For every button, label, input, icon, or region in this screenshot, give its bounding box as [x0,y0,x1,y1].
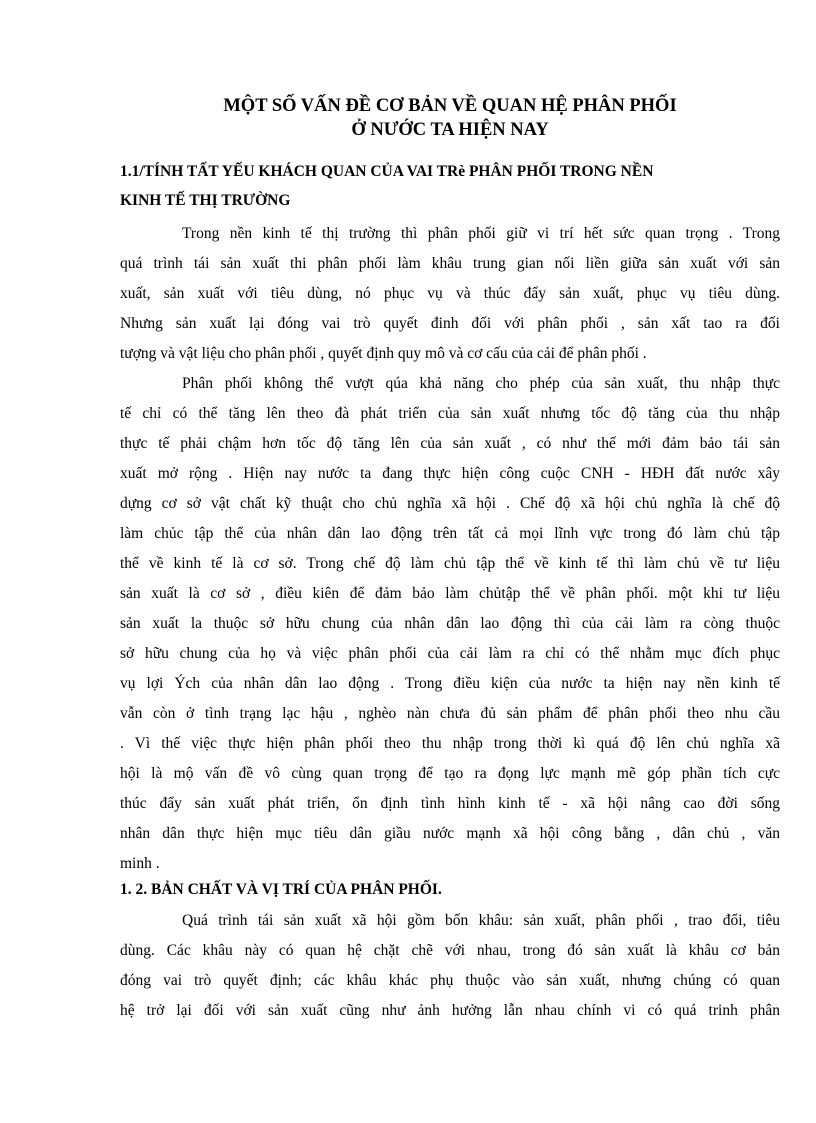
paragraph-line: vụ lợi Ých của nhân dân lao động . Trong điều kiện của nước ta hiện nay nền kinh tế [120,675,780,692]
section-1-heading-line-1: 1.1/TÍNH TẤT YẾU KHÁCH QUAN CỦA VAI TRè PHÂN PHỐI TRONG NỀN [120,163,654,180]
section-1-heading-line-2: KINH TẾ THỊ TRƯỜNG [120,192,291,209]
paragraph-line: . Vì thế việc thực hiện phân phối theo thu nhập trong thời kì quá độ lên chủ nghĩa xã [120,735,780,752]
paragraph-line: xuất, sản xuất với tiêu dùng, nó phục vụ và thúc đẩy sản xuất, phục vụ tiêu dùng. [120,285,780,302]
paragraph-line: hệ trở lại đối với sản xuất cũng như ảnh hưởng lẫn nhau chính vi có quá trinh phân [120,1002,780,1019]
paragraph-line: sở hữu chung của họ và việc phân phối của cải làm ra chỉ có thể nhằm mục đích phục [120,645,780,662]
paragraph-line: thể về kinh tế là cơ sở. Trong chế độ làm chủ tập thể về kinh tế thì làm chủ về tư liệu [120,555,780,572]
paragraph-line: thực tế phải chậm hơn tốc độ tăng lên của sản xuất , có như thế mới đảm bảo tái sản [120,435,780,452]
paragraph-line: tượng và vật liệu cho phân phối , quyết định quy mô và cơ cấu của cải để phân phối . [120,345,647,362]
paragraph-line: Trong nền kinh tế thị trường thì phân phối giữ vi trí hết sức quan trọng . Trong [182,225,780,242]
document-title-line-2: Ở NƯỚC TA HIỆN NAY [351,120,549,140]
paragraph-line: dùng. Các khâu này có quan hệ chặt chẽ với nhau, trong đó sản xuất là khâu cơ bản [120,942,780,959]
paragraph-line: sản xuất là cơ sở , điều kiên để đảm bảo làm chủtập thể về phân phối. một khi tư liệu [120,585,780,602]
paragraph-line: đóng vai trò quyết định; các khâu khác phụ thuộc vào sản xuất, nhưng chúng có quan [120,972,780,989]
paragraph-line: tế chỉ có thể tăng lên theo đà phát triển của sản xuất nhưng tốc độ tăng của thu nhập [120,405,780,422]
paragraph-line: hội là mộ vấn đề vô cùng quan trọng để tạo ra đọng lực mạnh mẽ góp phần tích cực [120,765,780,782]
paragraph-line: dựng cơ sở vật chất kỹ thuật cho chủ nghĩa xã hội . Chế độ xã hội chủ nghĩa là chế độ [120,495,780,512]
section-2-heading: 1. 2. BẢN CHẤT VÀ VỊ TRÍ CỦA PHÂN PHỐI. [120,881,442,898]
paragraph-line: Quá trình tái sản xuất xã hội gồm bốn khâu: sản xuất, phân phối , trao đổi, tiêu [182,912,780,929]
paragraph-line: thúc đẩy sản xuất phát triển, ổn định tình hình kinh tế - xã hội nâng cao đời sống [120,795,780,812]
document-title-line-1: MỘT SỐ VẤN ĐỀ CƠ BẢN VỀ QUAN HỆ PHÂN PHỐI [223,96,677,116]
paragraph-line: nhân dân thực hiện mục tiêu dân giầu nước mạnh xã hội công bằng , dân chủ , văn [120,825,780,842]
paragraph-line: xuất mở rộng . Hiện nay nước ta đang thực hiện công cuộc CNH - HĐH đất nước xây [120,465,780,482]
paragraph-line: vẫn còn ở tình trạng lạc hậu , nghèo nàn chưa đủ sản phẩm để phân phối theo nhu cầu [120,705,780,722]
paragraph-line: minh . [120,855,160,872]
paragraph-line: làm chủc tập thể của nhân dân lao động trên tất cả mọi lĩnh vực trong đó làm chủ tập [120,525,780,542]
paragraph-line: quá trình tái sản xuất thi phân phối làm khâu trung gian nối liền giữa sản xuất với sản [120,255,780,272]
paragraph-line: Phân phối không thể vượt qúa khả năng cho phép của sản xuất, thu nhập thực [182,375,780,392]
paragraph-line: sản xuất la thuộc sở hữu chung của nhân dân lao động thì của cải làm ra còng thuộc [120,615,780,632]
paragraph-line: Nhưng sản xuất lại đóng vai trò quyết đinh đối với phân phối , sản xất tao ra đối [120,315,780,332]
